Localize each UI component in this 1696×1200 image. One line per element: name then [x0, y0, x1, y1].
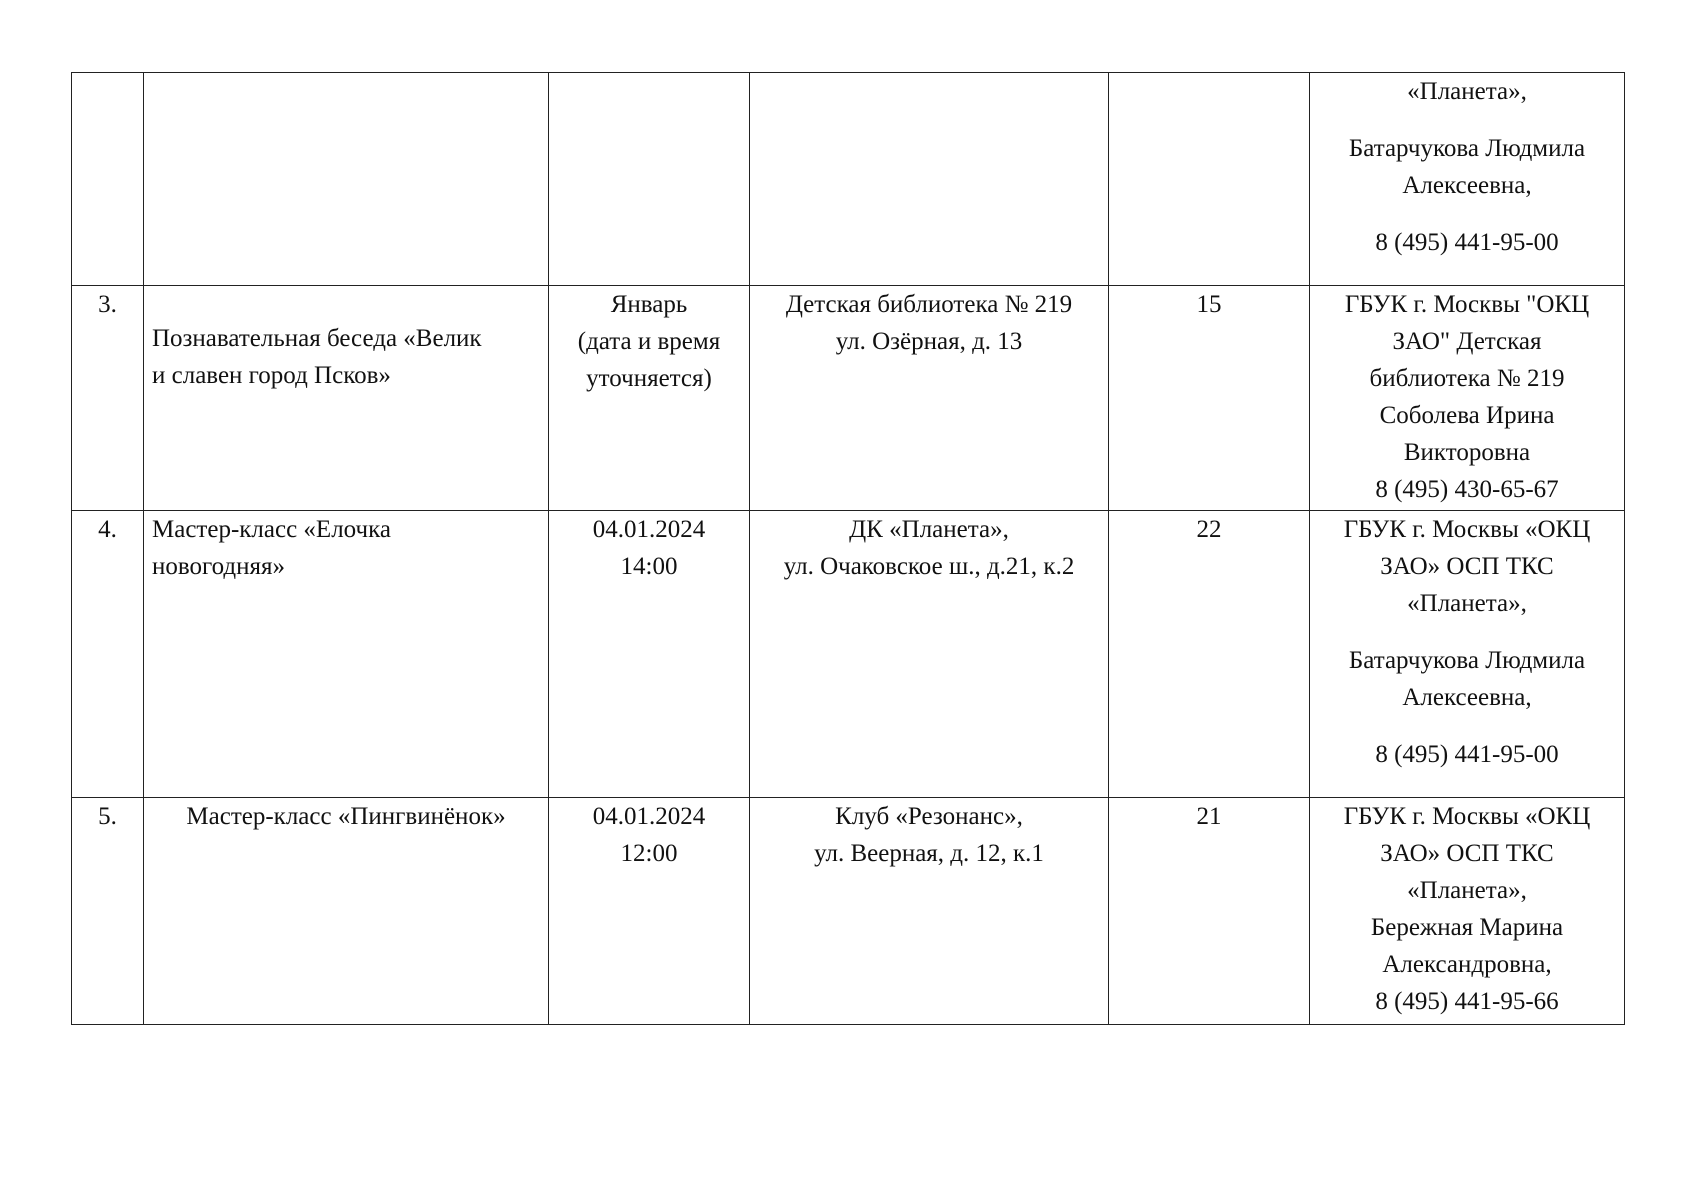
event-title-line: Мастер-класс «Пингвинёнок»: [186, 803, 506, 830]
participants-count-cell: [1109, 511, 1310, 798]
event-place-line: ул. Веерная, д. 12, к.1: [814, 840, 1044, 867]
event-time-line: 12:00: [620, 840, 678, 867]
participants-count: 15: [1196, 291, 1222, 318]
organizer-line: «Планета»,: [1407, 877, 1527, 904]
organizer-phone: 8 (495) 441-95-00: [1375, 229, 1559, 256]
organizer-phone: 8 (495) 430-65-67: [1375, 476, 1559, 503]
organizer-phone: 8 (495) 441-95-00: [1375, 741, 1559, 768]
organizer-line: ЗАО» ОСП ТКС: [1380, 840, 1554, 867]
organizer-cell: [1310, 73, 1625, 286]
event-date-line: Январь: [610, 291, 688, 318]
organizer-phone: 8 (495) 441-95-66: [1375, 988, 1559, 1015]
row-number-cell: [72, 511, 144, 798]
organizer-line: Алексеевна,: [1402, 172, 1532, 199]
event-title-cell: [144, 798, 549, 1025]
event-date-line: 04.01.2024: [592, 516, 706, 543]
event-place-line: ДК «Планета»,: [849, 516, 1009, 543]
organizer-line: ЗАО" Детская: [1392, 328, 1542, 355]
table-row: [72, 73, 1625, 286]
event-date-cell: [549, 73, 750, 286]
event-place-cell: [750, 511, 1109, 798]
event-date-cell: [549, 286, 750, 511]
organizer-cell: [1310, 286, 1625, 511]
organizer-cell: [1310, 511, 1625, 798]
organizer-line: ГБУК г. Москвы «ОКЦ: [1343, 516, 1591, 543]
event-date-line: (дата и время: [577, 328, 721, 355]
event-place-line: ул. Очаковское ш., д.21, к.2: [783, 553, 1075, 580]
row-number-cell: [72, 798, 144, 1025]
organizer-line: Александровна,: [1382, 951, 1552, 978]
organizer-line: Викторовна: [1403, 439, 1531, 466]
event-title-line: новогодняя»: [152, 553, 286, 580]
row-number: 5.: [98, 803, 117, 830]
row-number-cell: [72, 286, 144, 511]
event-title-line: Познавательная беседа «Велик: [152, 325, 482, 352]
event-date-line: 04.01.2024: [592, 803, 706, 830]
organizer-line: «Планета»,: [1407, 78, 1527, 105]
event-title-cell: [144, 511, 549, 798]
row-number: 3.: [98, 291, 117, 318]
organizer-cell: [1310, 798, 1625, 1025]
event-place-cell: [750, 286, 1109, 511]
event-place-line: Клуб «Резонанс»,: [835, 803, 1023, 830]
event-title-cell: [144, 73, 549, 286]
event-title-line: Мастер-класс «Елочка: [152, 516, 391, 543]
organizer-line: ГБУК г. Москвы «ОКЦ: [1343, 803, 1591, 830]
event-place-cell: [750, 73, 1109, 286]
table-row: [72, 798, 1625, 1025]
participants-count: 21: [1196, 803, 1222, 830]
organizer-line: ЗАО» ОСП ТКС: [1380, 553, 1554, 580]
organizer-line: Батарчукова Людмила: [1348, 135, 1586, 162]
event-date-cell: [549, 798, 750, 1025]
event-place-line: Детская библиотека № 219: [785, 291, 1073, 318]
event-place-line: ул. Озёрная, д. 13: [835, 328, 1023, 355]
participants-count-cell: [1109, 73, 1310, 286]
event-title-cell: [144, 286, 549, 511]
participants-count: 22: [1196, 516, 1222, 543]
table-row: [72, 286, 1625, 511]
table-row: [72, 511, 1625, 798]
row-number-cell: [72, 73, 144, 286]
row-number: 4.: [98, 516, 117, 543]
event-title-line: и славен город Псков»: [152, 362, 391, 389]
organizer-line: ГБУК г. Москвы "ОКЦ: [1344, 291, 1590, 318]
event-time-line: 14:00: [620, 553, 678, 580]
organizer-line: Батарчукова Людмила: [1348, 647, 1586, 674]
organizer-line: Бережная Марина: [1370, 914, 1564, 941]
participants-count-cell: [1109, 286, 1310, 511]
organizer-line: Соболева Ирина: [1379, 402, 1555, 429]
participants-count-cell: [1109, 798, 1310, 1025]
event-place-cell: [750, 798, 1109, 1025]
events-table: [71, 72, 1625, 1025]
event-date-cell: [549, 511, 750, 798]
organizer-line: библиотека № 219: [1369, 365, 1565, 392]
organizer-line: «Планета»,: [1407, 590, 1527, 617]
event-date-line: уточняется): [586, 365, 712, 392]
organizer-line: Алексеевна,: [1402, 684, 1532, 711]
